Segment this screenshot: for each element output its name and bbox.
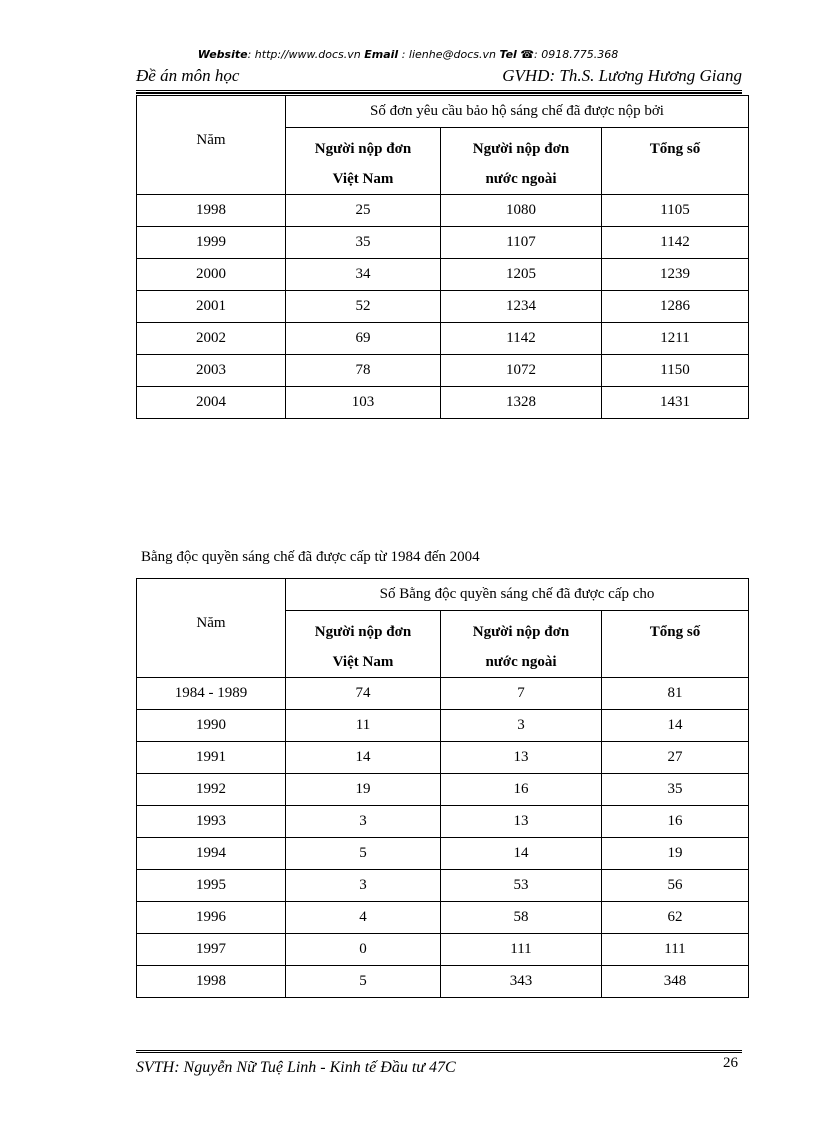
table-row: [137, 323, 749, 355]
student-info: SVTH: Nguyễn Nữ Tuệ Linh - Kinh tế Đầu tư 47C: [136, 1059, 456, 1076]
group-header: Số đơn yêu cầu bảo hộ sáng chế đã được nộp bởi: [286, 96, 749, 128]
cell-vn: 11: [286, 710, 441, 742]
cell-foreign: 111: [441, 934, 602, 966]
cell-year: 2000: [137, 259, 286, 291]
cell-foreign: 7: [441, 678, 602, 710]
cell-vn: 52: [286, 291, 441, 323]
site-contact-header: [0, 48, 816, 61]
cell-total: 16: [602, 806, 749, 838]
col-total-header: Tổng số: [602, 128, 749, 195]
cell-vn: 3: [286, 806, 441, 838]
col-vn-line2: Việt Nam: [332, 654, 394, 670]
cell-total: 1286: [602, 291, 749, 323]
cell-foreign: 1080: [441, 195, 602, 227]
col-year-header: Năm: [137, 579, 286, 678]
table-row: [137, 227, 749, 259]
email-label: Email: [364, 48, 399, 61]
col-vn-header: [286, 128, 441, 195]
table-row: [137, 838, 749, 870]
cell-foreign: 343: [441, 966, 602, 998]
cell-vn: 4: [286, 902, 441, 934]
table-row: [137, 678, 749, 710]
cell-year: 1998: [137, 966, 286, 998]
tel-number: : 0918.775.368: [534, 48, 619, 61]
cell-total: 14: [602, 710, 749, 742]
cell-foreign: 1072: [441, 355, 602, 387]
group-header: Số Bằng độc quyền sáng chế đã được cấp cho: [286, 579, 749, 611]
cell-vn: 5: [286, 838, 441, 870]
tel-label: Tel: [499, 48, 517, 61]
cell-vn: 69: [286, 323, 441, 355]
website-url[interactable]: : http://www.docs.vn: [247, 48, 361, 61]
cell-total: 56: [602, 870, 749, 902]
table-row: [137, 195, 749, 227]
table-header-row: [137, 579, 749, 611]
col-vn-header: [286, 611, 441, 678]
cell-year: 1994: [137, 838, 286, 870]
cell-year: 1992: [137, 774, 286, 806]
cell-vn: 103: [286, 387, 441, 419]
col-foreign-line2: nước ngoài: [485, 171, 557, 187]
patent-grants-table: [136, 578, 749, 998]
col-vn-line1: Người nộp đơn: [314, 624, 412, 640]
cell-year: 1998: [137, 195, 286, 227]
col-foreign-line1: Người nộp đơn: [472, 141, 570, 157]
document-header: [136, 66, 742, 91]
table-row: [137, 934, 749, 966]
cell-total: 1211: [602, 323, 749, 355]
cell-year: 1999: [137, 227, 286, 259]
cell-total: 62: [602, 902, 749, 934]
col-vn-line1: Người nộp đơn: [314, 141, 412, 157]
cell-vn: 35: [286, 227, 441, 259]
cell-foreign: 1107: [441, 227, 602, 259]
cell-year: 1991: [137, 742, 286, 774]
col-vn-line2: Việt Nam: [332, 171, 394, 187]
table-row: [137, 355, 749, 387]
cell-total: 1431: [602, 387, 749, 419]
table-row: [137, 966, 749, 998]
col-foreign-line2: nước ngoài: [485, 654, 557, 670]
document-subject: Đề án môn học: [136, 66, 240, 85]
col-foreign-header: [441, 128, 602, 195]
document-footer: [136, 1050, 742, 1081]
cell-year: 1995: [137, 870, 286, 902]
cell-total: 1239: [602, 259, 749, 291]
table-row: [137, 742, 749, 774]
cell-total: 27: [602, 742, 749, 774]
website-label: Website: [197, 48, 248, 61]
cell-foreign: 16: [441, 774, 602, 806]
table-row: [137, 291, 749, 323]
cell-vn: 74: [286, 678, 441, 710]
patent-applications-table: [136, 95, 749, 419]
cell-total: 111: [602, 934, 749, 966]
cell-foreign: 58: [441, 902, 602, 934]
cell-foreign: 1328: [441, 387, 602, 419]
col-foreign-line1: Người nộp đơn: [472, 624, 570, 640]
cell-total: 348: [602, 966, 749, 998]
cell-year: 1990: [137, 710, 286, 742]
col-total-header: Tổng số: [602, 611, 749, 678]
cell-year: 1996: [137, 902, 286, 934]
cell-foreign: 13: [441, 806, 602, 838]
cell-total: 35: [602, 774, 749, 806]
table-row: [137, 710, 749, 742]
table2-caption: Bằng độc quyền sáng chế đã được cấp từ 1984 đến 2004: [141, 549, 480, 565]
cell-year: 1993: [137, 806, 286, 838]
cell-year: 1984 - 1989: [137, 678, 286, 710]
cell-foreign: 53: [441, 870, 602, 902]
phone-icon: ☎: [520, 48, 535, 61]
col-year-header: Năm: [137, 96, 286, 195]
table-row: [137, 774, 749, 806]
cell-vn: 25: [286, 195, 441, 227]
cell-vn: 3: [286, 870, 441, 902]
cell-total: 19: [602, 838, 749, 870]
cell-year: 2003: [137, 355, 286, 387]
table-row: [137, 870, 749, 902]
page-number: 26: [723, 1055, 738, 1071]
cell-year: 2002: [137, 323, 286, 355]
cell-total: 81: [602, 678, 749, 710]
table-header-row: [137, 96, 749, 128]
cell-foreign: 13: [441, 742, 602, 774]
cell-foreign: 14: [441, 838, 602, 870]
cell-total: 1142: [602, 227, 749, 259]
supervisor: GVHD: Th.S. Lương Hương Giang: [502, 66, 742, 85]
cell-foreign: 1142: [441, 323, 602, 355]
cell-year: 2001: [137, 291, 286, 323]
cell-vn: 34: [286, 259, 441, 291]
cell-vn: 14: [286, 742, 441, 774]
table-row: [137, 259, 749, 291]
table-row: [137, 387, 749, 419]
cell-vn: 0: [286, 934, 441, 966]
table-row: [137, 902, 749, 934]
email-address[interactable]: : lienhe@docs.vn: [401, 48, 496, 61]
cell-total: 1150: [602, 355, 749, 387]
cell-foreign: 1234: [441, 291, 602, 323]
cell-year: 1997: [137, 934, 286, 966]
cell-total: 1105: [602, 195, 749, 227]
col-foreign-header: [441, 611, 602, 678]
cell-vn: 19: [286, 774, 441, 806]
cell-vn: 78: [286, 355, 441, 387]
cell-year: 2004: [137, 387, 286, 419]
cell-vn: 5: [286, 966, 441, 998]
cell-foreign: 1205: [441, 259, 602, 291]
cell-foreign: 3: [441, 710, 602, 742]
table-row: [137, 806, 749, 838]
